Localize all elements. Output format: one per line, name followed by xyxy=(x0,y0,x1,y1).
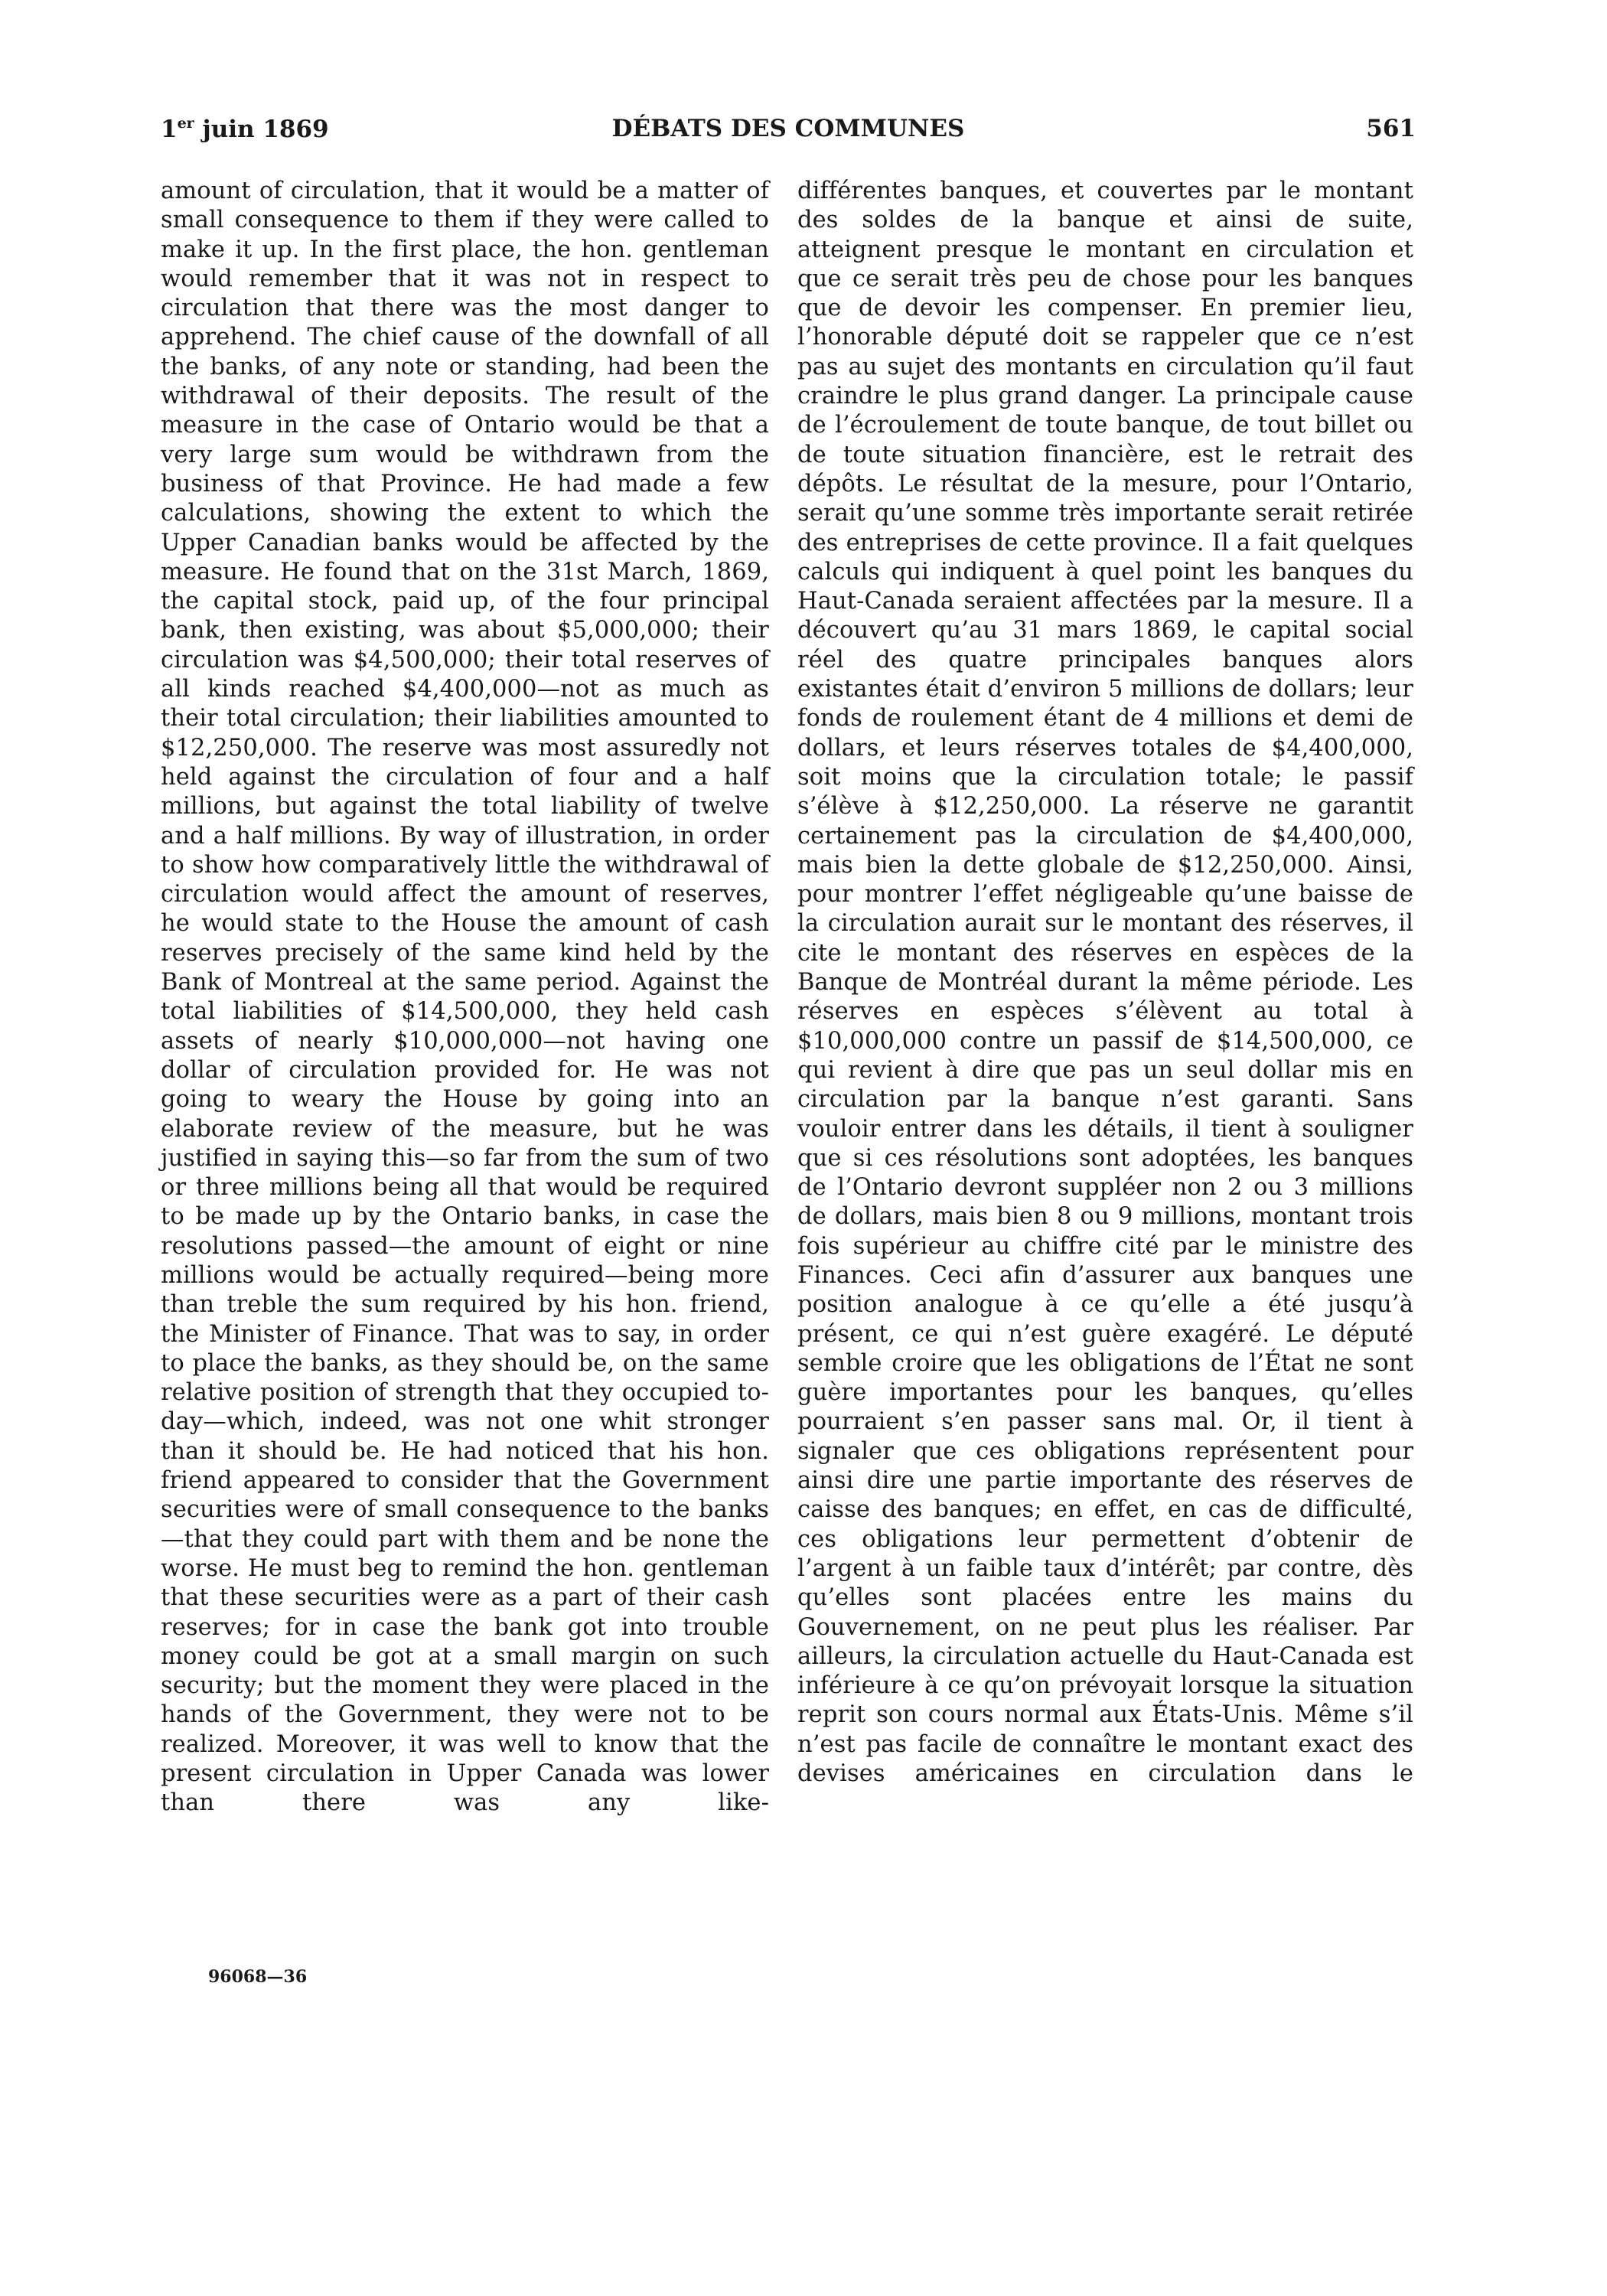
print-code: 96068—36 xyxy=(208,1967,308,1987)
page-header xyxy=(161,115,1416,161)
french-paragraph: différentes banques, et couvertes par le montant des soldes de la banque et ainsi de suite, atteignent presque le montant en circulation et que ce serait très peu de chose pour les banques que de devoir les compenser. En premier lieu, l’honorable député doit se rappeler que ce n’est pas au sujet des montants en circulation qu’il faut craindre le plus grand danger. La principale cause de l’écroulement de toute banque, de tout billet ou de toute situation financière, est le retrait des dépôts. Le résultat de la mesure, pour l’Ontario, serait qu’une somme très importante serait retirée des entreprises de cette province. Il a fait quelques calculs qui indiquent à quel point les banques du Haut-Canada seraient affectées par la mesure. Il a découvert qu’au 31 mars 1869, le capital social réel des quatre principales banques alors existantes était d’environ 5 millions de dollars; leur fonds de roulement étant de 4 millions et demi de dollars, et leurs réserves totales de $4,400,000, soit moins que la circulation totale; le passif s’élève à $12,250,000. La réserve ne garantit certainement pas la circulation de $4,400,000, mais bien la dette globale de $12,250,000. Ainsi, pour montrer l’effet négligeable qu’une baisse de la circulation aurait sur le montant des réserves, il cite le montant des réserves en espèces de la Banque de Montréal durant la même période. Les réserves en espèces s’élèvent au total à $10,000,000 contre un passif de $14,500,000, ce qui revient à dire que pas un seul dollar mis en circulation par la banque n’est garanti. Sans vouloir entrer dans les détails, il tient à souligner que si ces résolutions sont adoptées, les banques de l’Ontario devront suppléer non 2 ou 3 millions de dollars, mais bien 8 ou 9 millions, montant trois fois supérieur au chiffre cité par le ministre des Finances. Ceci afin d’assurer aux banques une position analogue à ce qu’elle a été jusqu’à présent, ce qui n’est guère exagéré. Le député semble croire que les obligations de l’État ne sont guère importantes pour les banques, qu’elles pourraient s’en passer sans mal. Or, il tient à signaler que ces obligations représentent pour ainsi dire une partie importante des réserves de caisse des banques; en effet, en cas de difficulté, ces obligations leur permettent d’obtenir de l’argent à un faible taux d’intérêt; par contre, dès qu’elles sont placées entre les mains du Gouvernement, on ne peut plus les réaliser. Par ailleurs, la circulation actuelle du Haut-Canada est inférieure à ce qu’on prévoyait lorsque la situation reprit son cours normal aux États-Unis. Même s’il n’est pas facile de connaître le montant exact des devises américaines en circulation dans le xyxy=(797,178,1413,1788)
header-title: DÉBATS DES COMMUNES xyxy=(611,115,965,142)
english-column xyxy=(161,177,769,1818)
french-column xyxy=(797,177,1413,1789)
page-number: 561 xyxy=(1366,115,1416,142)
english-paragraph: amount of circulation, that it would be a matter of small consequence to them if they were called to make it up. In the first place, the hon. gentleman would remember that it was not in respect to circulation that there was the most danger to apprehend. The chief cause of the downfall of all the banks, of any note or standing, had been the withdrawal of their deposits. The result of the measure in the case of Ontario would be that a very large sum would be withdrawn from the business of that Province. He had made a few calculations, showing the extent to which the Upper Canadian banks would be affected by the measure. He found that on the 31st March, 1869, the capital stock, paid up, of the four principal bank, then existing, was about $5,000,000; their circulation was $4,500,000; their total reserves of all kinds reached $4,400,000—not as much as their total circulation; their liabilities amounted to $12,250,000. The reserve was most assuredly not held against the circulation of four and a half millions, but against the total liability of twelve and a half millions. By way of illustration, in order to show how comparatively little the withdrawal of circulation would affect the amount of reserves, he would state to the House the amount of cash reserves precisely of the same kind held by the Bank of Montreal at the same period. Against the total liabilities of $14,500,000, they held cash assets of nearly $10,000,000—not having one dollar of circulation provided for. He was not going to weary the House by going into an elaborate review of the measure, but he was justified in saying this—so far from the sum of two or three millions being all that would be required to be made up by the Ontario banks, in case the resolutions passed—the amount of eight or nine millions would be actually required—being more than treble the sum required by his hon. friend, the Minister of Finance. That was to say, in order to place the banks, as they should be, on the same relative position of strength that they occupied to-day—which, indeed, was not one whit stronger than it should be. He had noticed that his hon. friend appeared to consider that the Government securities were of small consequence to the banks—that they could part with them and be none the worse. He must beg to remind the hon. gentleman that these securities were as a part of their cash reserves; for in case the bank got into trouble money could be got at a small margin on such security; but the moment they were placed in the hands of the Government, they were not to be realized. Moreover, it was well to know that the present circulation in Upper Canada was lower than there was any like- xyxy=(161,178,769,1817)
header-date: 1er juin 1869 xyxy=(161,115,329,143)
